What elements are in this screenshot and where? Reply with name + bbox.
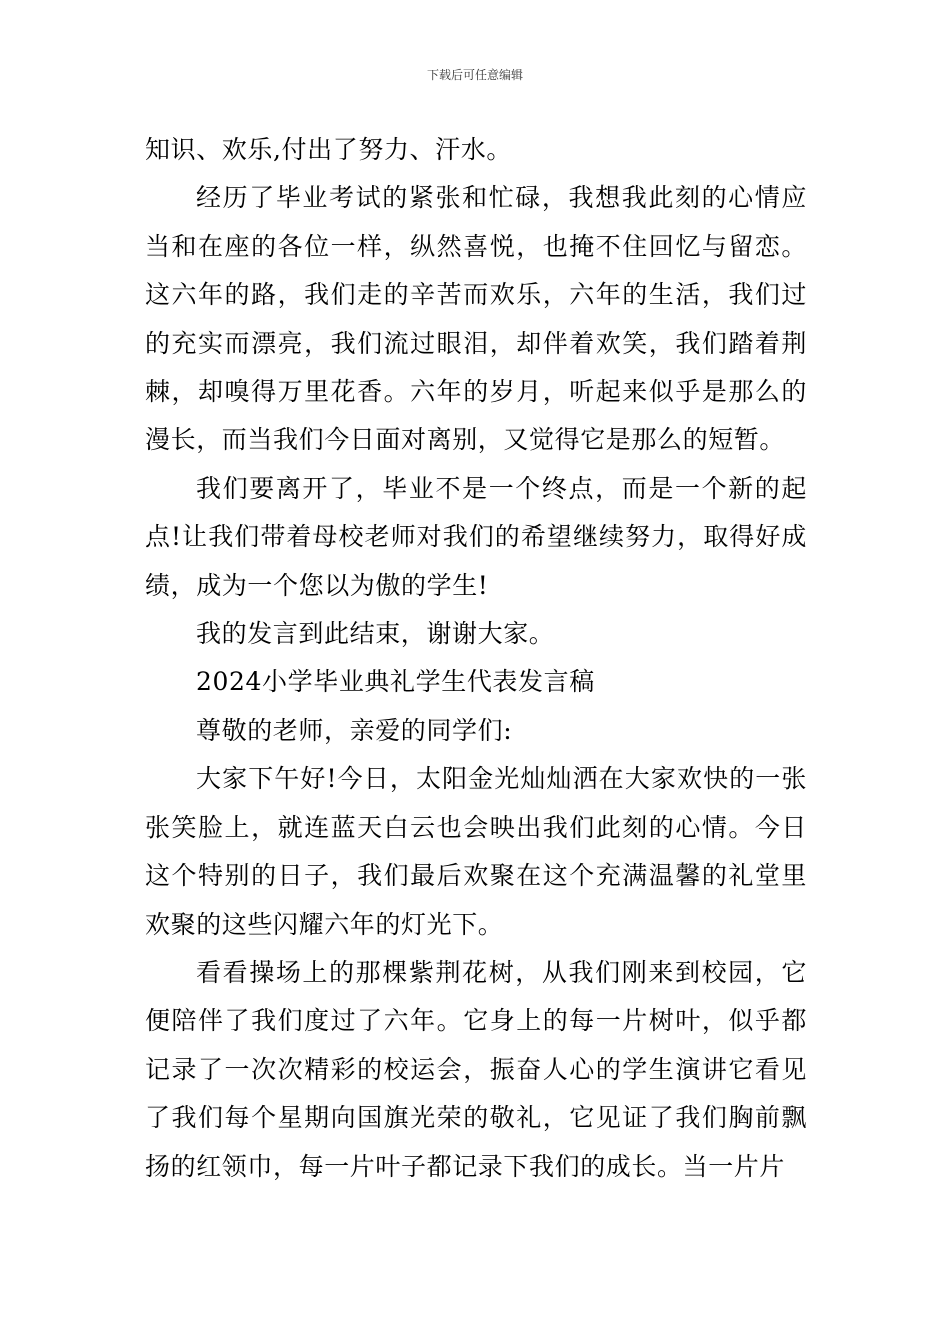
salutation: 尊敬的老师，亲爱的同学们: (196, 715, 513, 745)
section-title: 2024小学毕业典礼学生代表发言稿 (196, 667, 595, 697)
paragraph: 经历了毕业考试的紧张和忙碌，我想我此刻的心情应当和在座的各位一样，纵然喜悦，也掩不住回忆与留恋。这六年的路，我们走的辛苦而欢乐，六年的生活，我们过的充实而漂亮，我们流过眼泪，却伴着欢笑，我们踏着荆棘，却嗅得万里花香。六年的岁月，听起来似乎是那么的漫长，而当我们今日面对离别，又觉得它是那么的短暂。 (145, 183, 807, 455)
paragraph: 我们要离开了，毕业不是一个终点，而是一个新的起点!让我们带着母校老师对我们的希望继续努力，取得好成绩，成为一个您以为傲的学生! (145, 473, 807, 600)
paragraph: 知识、欢乐,付出了努力、汗水。 (145, 135, 512, 164)
page-header: 下载后可任意编辑 (426, 68, 523, 82)
paragraph: 大家下午好!今日，太阳金光灿灿洒在大家欢快的一张张笑脸上，就连蓝天白云也会映出我们此刻的心情。今日这个特别的日子，我们最后欢聚在这个充满温馨的礼堂里欢聚的这些闪耀六年的灯光下。 (145, 764, 807, 939)
document-body (145, 126, 807, 1191)
paragraph: 我的发言到此结束，谢谢大家。 (196, 619, 555, 649)
paragraph: 看看操场上的那棵紫荆花树，从我们刚来到校园，它便陪伴了我们度过了六年。它身上的每一片树叶，似乎都记录了一次次精彩的校运会，振奋人心的学生演讲它看见了我们每个星期向国旗光荣的敬礼，它见证了我们胸前飘扬的红领巾，每一片叶子都记录下我们的成长。当一片片 (145, 957, 807, 1181)
